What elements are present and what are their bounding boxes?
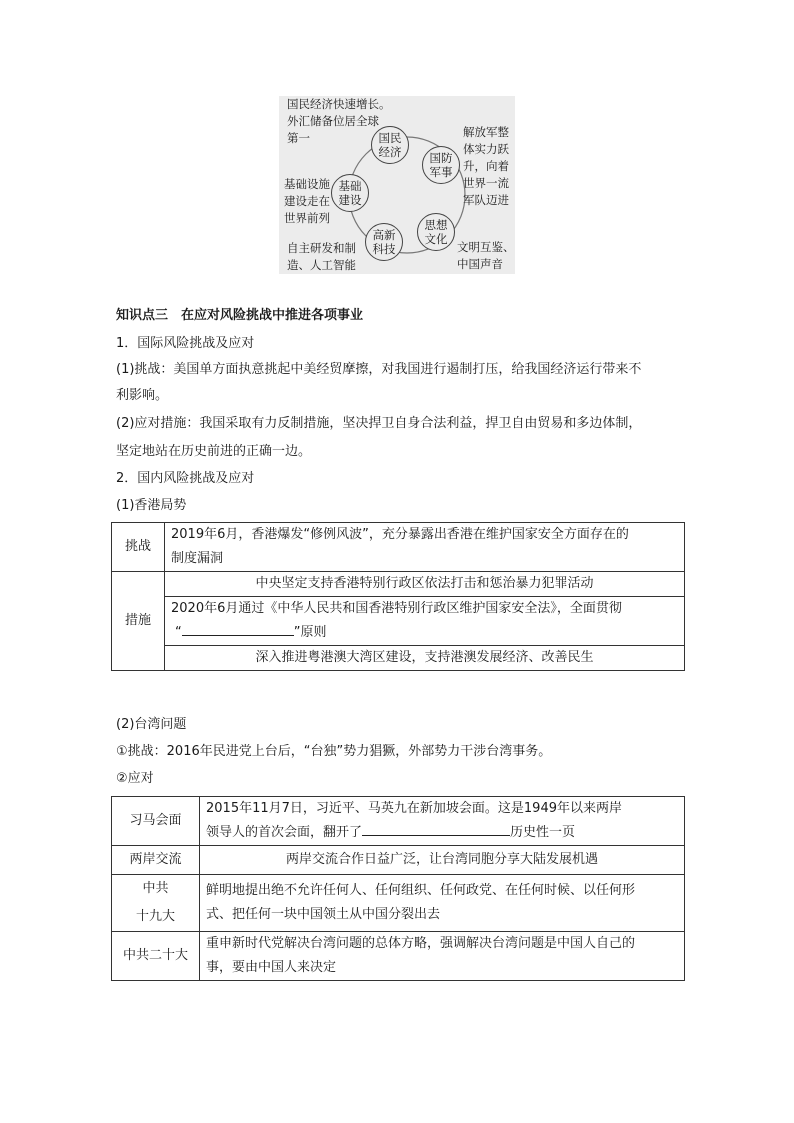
heading-international: 1．国际风险挑战及应对 [116, 336, 255, 351]
tw-row-label: 两岸交流 [112, 846, 200, 875]
hk-measures-label: 措施 [112, 572, 165, 671]
five-domains-diagram [279, 96, 515, 274]
para-challenge-1: (1)挑战：美国单方面执意挑起中美经贸摩擦，对我国进行遏制打压，给我国经济运行带来不 [116, 362, 642, 377]
para-response-2: 坚定地站在历史前进的正确一边。 [116, 444, 312, 459]
tw-row-line2 [206, 821, 678, 845]
fill-blank-hk[interactable] [182, 621, 294, 636]
hk-challenge-line2: 制度漏洞 [171, 551, 224, 566]
hk-measure-3: 深入推进粤港澳大湾区建设，支持港澳发展经济、改善民生 [165, 646, 685, 671]
hk-challenge-line1: 2019年6月，香港爆发“修例风波”，充分暴露出香港在维护国家安全方面存在的 [171, 527, 629, 542]
tw-row-line1: 鲜明地提出绝不允许任何人、任何组织、任何政党、在任何时候、以任何形 [206, 883, 636, 898]
hk-measure-1: 中央坚定支持香港特别行政区依法打击和惩治暴力犯罪活动 [165, 572, 685, 597]
node-culture: 思想 文化 [417, 213, 455, 251]
hk-challenge-label: 挑战 [112, 523, 165, 572]
para-challenge-2: 利影响。 [116, 388, 169, 403]
tw-table [111, 796, 685, 981]
node-tech: 高新 科技 [365, 223, 403, 261]
hk-table [111, 522, 685, 671]
defense-label: 解放军整 体实力跃 升，向着 世界一流 军队迈进 [463, 125, 509, 207]
tw-row-label: 中共二十大 [112, 932, 200, 981]
node-economy: 国民 经济 [371, 126, 409, 164]
line2-suffix: 历史性一页 [510, 825, 576, 840]
tw-row-line2: 式、把任何一块中国领土从中国分裂出去 [206, 907, 441, 922]
line2-prefix: 领导人的首次会面，翻开了 [206, 825, 363, 840]
section-title: 知识点三 在应对风险挑战中推进各项事业 [116, 308, 364, 323]
node-defense: 国防 军事 [422, 146, 460, 184]
tw-row-line2: 事，要由中国人来决定 [206, 960, 337, 975]
para-response-1: (2)应对措施：我国采取有力反制措施，坚决捍卫自身合法利益，捍卫自由贸易和多边体制， [116, 416, 642, 431]
hk-measure-2-line2 [171, 621, 678, 645]
principle-suffix: ”原则 [293, 625, 327, 640]
hk-measure-2-line1: 2020年6月通过《中华人民共和国香港特别行政区维护国家安全法》，全面贯彻 [171, 601, 622, 616]
culture-label: 文明互鉴、 中国声音 [457, 240, 515, 271]
tw-row-label: 习马会面 [112, 797, 200, 846]
tw-challenge: ①挑战：2016年民进党上台后，“台独”势力猖獗，外部势力干涉台湾事务。 [116, 744, 552, 759]
tw-row-content: 两岸交流合作日益广泛，让台湾同胞分享大陆发展机遇 [200, 846, 685, 875]
hk-challenge-cell [165, 523, 685, 572]
economy-label: 国民经济快速增长。 外汇储备位居全球 第一 [287, 97, 391, 145]
open-quote: “ [175, 625, 182, 640]
heading-domestic: 2．国内风险挑战及应对 [116, 471, 255, 486]
fill-blank-tw[interactable] [362, 821, 510, 836]
tw-row-line1: 重申新时代党解决台湾问题的总体方略，强调解决台湾问题是中国人自己的 [206, 936, 636, 951]
tw-row-content [200, 797, 685, 846]
tw-response-heading: ②应对 [116, 771, 154, 786]
hk-measure-2 [165, 597, 685, 646]
hk-title: (1)香港局势 [116, 498, 187, 513]
tw-row-content [200, 875, 685, 932]
infra-label: 基础设施 建设走在 世界前列 [284, 177, 330, 225]
tw-title: (2)台湾问题 [116, 717, 187, 732]
tw-row-content [200, 932, 685, 981]
tech-label: 自主研发和制 造、人工智能 [287, 241, 356, 272]
tw-row-line1: 2015年11月7日，习近平、马英九在新加坡会面。这是1949年以来两岸 [206, 801, 622, 816]
node-infra: 基础 建设 [331, 174, 369, 212]
tw-row-label: 中共 十九大 [112, 875, 200, 932]
